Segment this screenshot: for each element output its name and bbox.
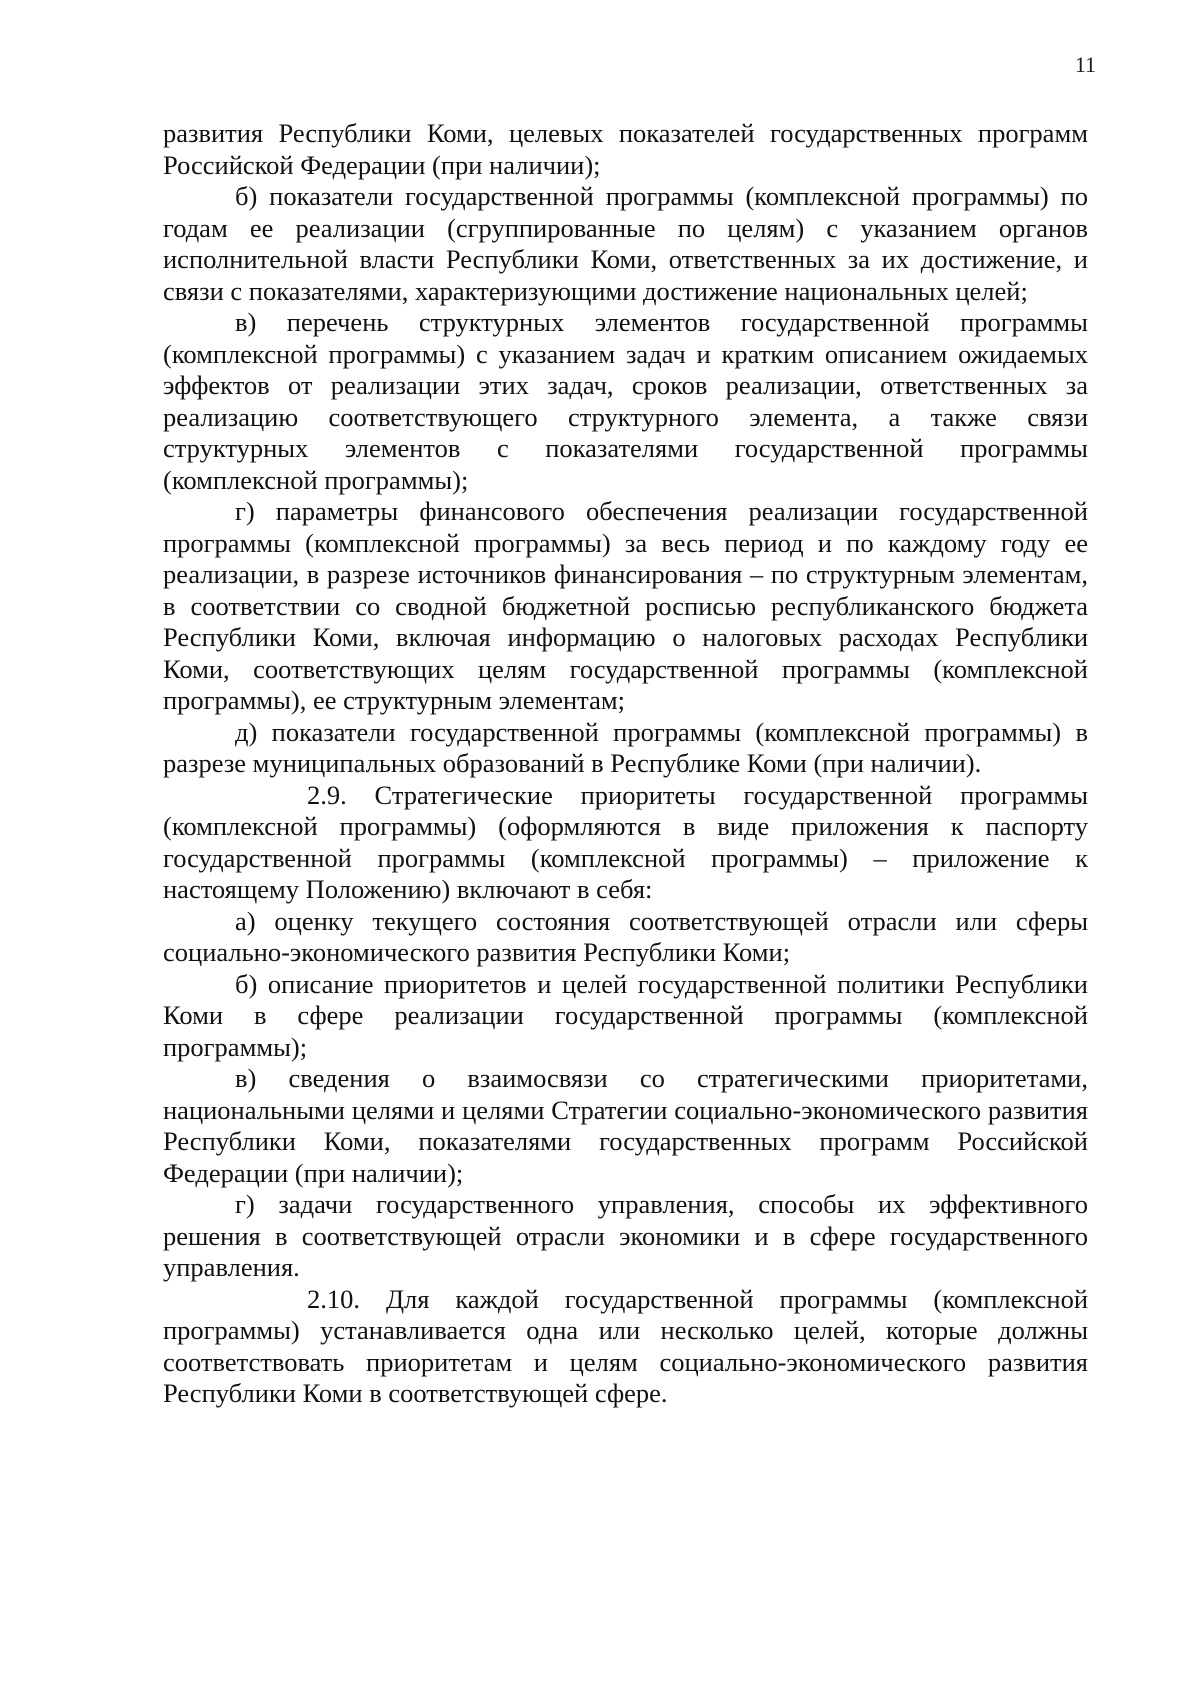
page-number: 11 — [1074, 52, 1096, 77]
section-text-2-9: Стратегические приоритеты государственной программы (комплексной программы) (оформляются в виде приложения к паспорту государственной программы (комплексной программы) – приложение к настоящему Положению) включают в себя: — [163, 779, 1088, 904]
paragraph-item-v: в) перечень структурных элементов государственной программы (комплексной программы) с указанием задач и кратким описанием ожидаемых эффектов от реализации этих задач, сроков реализации, ответственных за реализацию соответствующего структурного элемента, а также связи структурных элементов с показателями государственной программы (комплексной программы); — [163, 307, 1088, 495]
paragraph-item-g-2: г) задачи государственного управления, способы их эффективного решения в соответствующей отрасли экономики и в сфере государственного управления. — [163, 1189, 1088, 1282]
paragraph-item-a-2: а) оценку текущего состояния соответствующей отрасли или сферы социально-экономического развития Республики Коми; — [163, 905, 1088, 967]
paragraph-item-b-2: б) описание приоритетов и целей государственной политики Республики Коми в сфере реализации государственной программы (комплексной программы); — [163, 968, 1088, 1062]
paragraph-section-2-9 — [163, 780, 1088, 906]
paragraph-item-g: г) параметры финансового обеспечения реализации государственной программы (комплексной программы) за весь период и по каждому году ее реализации, в разрезе источников финансирования – по структурным элементам, в соответствии со сводной бюджетной росписью республиканского бюджета Республики Коми, включая информацию о налоговых расходах Республики Коми, соответствующих целям государственной программы (комплексной программы), ее структурным элементам; — [163, 496, 1088, 715]
paragraph-item-b: б) показатели государственной программы (комплексной программы) по годам ее реализации (сгруппированные по целям) с указанием органов исполнительной власти Республики Коми, ответственных за их достижение, и связи с показателями, характеризующими достижение национальных целей; — [163, 181, 1088, 306]
section-number-2-9: 2.9. — [307, 779, 347, 810]
paragraph-item-d: д) показатели государственной программы (комплексной программы) в разрезе муниципальных образований в Республике Коми (при наличии). — [163, 716, 1088, 778]
paragraph-continuation: развития Республики Коми, целевых показателей государственных программ Российской Федерации (при наличии); — [163, 118, 1088, 180]
document-body — [163, 118, 1088, 1410]
section-text-2-10: Для каждой государственной программы (комплексной программы) устанавливается одна или несколько целей, которые должны соответствовать приоритетам и целям социально-экономического развития Республики Коми в соответствующей сфере. — [163, 1283, 1088, 1408]
paragraph-item-v-2: в) сведения о взаимосвязи со стратегическими приоритетами, национальными целями и целями Стратегии социально-экономического развития Республики Коми, показателями государственных программ Российской Федерации (при наличии); — [163, 1063, 1088, 1188]
section-number-2-10: 2.10. — [307, 1283, 360, 1314]
paragraph-section-2-10 — [163, 1284, 1088, 1410]
